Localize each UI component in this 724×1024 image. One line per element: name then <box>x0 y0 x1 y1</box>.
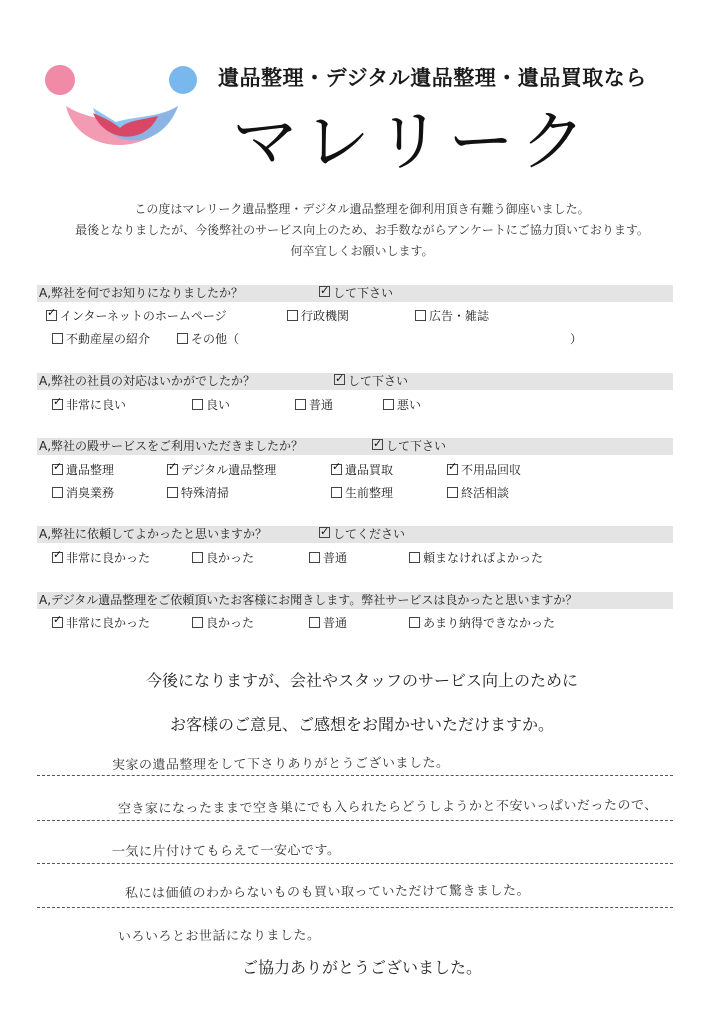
question-1-note <box>319 285 393 302</box>
checkbox-icon[interactable] <box>52 487 63 498</box>
option-label: 非常に良い <box>66 398 127 412</box>
checkbox-icon[interactable] <box>52 617 63 628</box>
checkbox-icon[interactable] <box>52 464 63 475</box>
option-label: 遺品買取 <box>345 463 394 477</box>
option-label: 生前整理 <box>345 486 394 500</box>
feedback-line-2: 空き家になったままで空き巣にでも入られたらどうしようかと不安いっぱいだったので、 <box>117 798 658 817</box>
checkbox-icon[interactable] <box>309 552 320 563</box>
option-q1-other[interactable] <box>177 330 239 347</box>
feedback-line-1: 実家の遺品整理をして下さりありがとうございました。 <box>111 755 450 774</box>
option-label: 普通 <box>323 616 348 630</box>
question-2-text: A,弊社の社員の対応はいかがでしたか？ <box>39 374 256 388</box>
question-5 <box>37 592 673 609</box>
question-3-text: A,弊社の殿サービスをご利用いただきましたか？ <box>39 439 304 453</box>
option-q3-pre-death[interactable] <box>331 484 393 501</box>
feedback-prompt-2: お客様のご意見、ご感想をお聞かせいただけますか。 <box>169 715 554 734</box>
option-q3-special-clean[interactable] <box>167 484 229 501</box>
option-q3-junk[interactable] <box>447 461 521 478</box>
option-q4-normal[interactable] <box>309 549 347 566</box>
option-label: その他（ <box>191 332 240 346</box>
dotted-line <box>37 820 673 821</box>
option-q3-end-of-life[interactable] <box>447 484 509 501</box>
question-1-note-text: して下さい <box>333 286 394 300</box>
option-label: 不動産屋の紹介 <box>66 332 151 346</box>
checkbox-icon[interactable] <box>287 310 298 321</box>
option-label: 特殊清掃 <box>181 486 230 500</box>
tagline: 遺品整理・デジタル遺品整理・遺品買取なら <box>218 66 647 90</box>
option-q5-unsatisfied[interactable] <box>409 614 555 631</box>
question-1-text: A,弊社を何でお知りになりましたか？ <box>39 286 244 300</box>
option-label: 行政機関 <box>301 309 350 323</box>
intro-line-2: 最後となりましたが、今後弊社のサービス向上のため、お手数ながらアンケートにご協力頂いております。 <box>75 223 649 237</box>
option-label: 終活相談 <box>461 486 510 500</box>
feedback-line-4: 私には価値のわからないものも買い取っていただけて驚きました。 <box>124 883 531 902</box>
question-5-text: A,デジタル遺品整理をご依頼頂いたお客様にお聞きします。弊社サービスは良かったと思いますか？ <box>39 593 578 607</box>
option-q4-regret[interactable] <box>409 549 543 566</box>
option-label: 良かった <box>206 551 255 565</box>
check-icon <box>319 527 330 538</box>
option-q2-bad[interactable] <box>383 396 421 413</box>
brand-name: マレリーク <box>232 103 592 180</box>
checkbox-icon[interactable] <box>192 552 203 563</box>
other-close-paren: ） <box>570 332 583 346</box>
check-icon <box>334 374 345 385</box>
checkbox-icon[interactable] <box>447 464 458 475</box>
feedback-line-5: いろいろとお世話になりました。 <box>117 928 321 945</box>
logo-mark <box>38 58 198 168</box>
option-q5-normal[interactable] <box>309 614 347 631</box>
option-q3-deodorize[interactable] <box>52 484 114 501</box>
option-q1-realestate[interactable] <box>52 330 150 347</box>
question-3 <box>37 438 673 455</box>
option-q1-government[interactable] <box>287 307 349 324</box>
intro-line-1: この度はマレリーク遺品整理・デジタル遺品整理を御利用頂き有難う御座いました。 <box>134 202 590 216</box>
checkbox-icon[interactable] <box>52 333 63 344</box>
option-q5-good[interactable] <box>192 614 254 631</box>
check-icon <box>372 439 383 450</box>
checkbox-icon[interactable] <box>167 487 178 498</box>
checkbox-icon[interactable] <box>415 310 426 321</box>
intro-line-3: 何卒宜しくお願いします。 <box>290 244 434 258</box>
checkbox-icon[interactable] <box>447 487 458 498</box>
option-label: 普通 <box>309 398 334 412</box>
dotted-line <box>37 775 673 776</box>
checkbox-icon[interactable] <box>192 399 203 410</box>
option-label: 広告・雑誌 <box>429 309 490 323</box>
checkbox-icon[interactable] <box>409 552 420 563</box>
option-q3-estate-cleanup[interactable] <box>52 461 114 478</box>
feedback-line-3: 一気に片付けてもらえて一安心です。 <box>111 843 341 860</box>
option-label: 良い <box>206 398 231 412</box>
question-2-note-text: して下さい <box>348 374 409 388</box>
checkbox-icon[interactable] <box>331 464 342 475</box>
checkbox-icon[interactable] <box>383 399 394 410</box>
option-label: あまり納得できなかった <box>423 616 556 630</box>
question-2 <box>37 373 673 390</box>
option-q5-very-good[interactable] <box>52 614 150 631</box>
option-q3-digital[interactable] <box>167 461 276 478</box>
checkbox-icon[interactable] <box>409 617 420 628</box>
checkbox-icon[interactable] <box>46 310 57 321</box>
feedback-prompt-1: 今後になりますが、会社やスタッフのサービス向上のために <box>145 671 578 690</box>
option-label: 非常に良かった <box>66 616 151 630</box>
option-label: 良かった <box>206 616 255 630</box>
dotted-line <box>37 907 673 908</box>
option-label: 頼まなければよかった <box>423 551 544 565</box>
option-q3-buyback[interactable] <box>331 461 393 478</box>
option-q4-very-good[interactable] <box>52 549 150 566</box>
option-label: インターネットのホームページ <box>60 309 227 323</box>
question-2-note <box>334 373 408 390</box>
checkbox-icon[interactable] <box>309 617 320 628</box>
option-label: 普通 <box>323 551 348 565</box>
checkbox-icon[interactable] <box>177 333 188 344</box>
option-q1-ads[interactable] <box>415 307 489 324</box>
option-label: 遺品整理 <box>66 463 115 477</box>
question-1 <box>37 285 673 302</box>
checkbox-icon[interactable] <box>295 399 306 410</box>
question-3-note-text: して下さい <box>386 439 447 453</box>
checkbox-icon[interactable] <box>52 399 63 410</box>
checkbox-icon[interactable] <box>192 617 203 628</box>
check-icon <box>319 286 330 297</box>
question-4-note <box>319 526 405 543</box>
option-label: 非常に良かった <box>66 551 151 565</box>
checkbox-icon[interactable] <box>331 487 342 498</box>
checkbox-icon[interactable] <box>167 464 178 475</box>
option-label: デジタル遺品整理 <box>181 463 277 477</box>
option-q2-good[interactable] <box>192 396 230 413</box>
closing-message: ご協力ありがとうございました。 <box>241 958 482 977</box>
option-label: 悪い <box>397 398 422 412</box>
option-label: 不用品回収 <box>461 463 522 477</box>
option-q4-good[interactable] <box>192 549 254 566</box>
question-4 <box>37 526 673 543</box>
option-q2-very-good[interactable] <box>52 396 126 413</box>
dotted-line <box>37 863 673 864</box>
question-4-text: A,弊社に依頼してよかったと思いますか？ <box>39 527 268 541</box>
option-q2-normal[interactable] <box>295 396 333 413</box>
option-label: 消臭業務 <box>66 486 115 500</box>
question-3-note <box>372 438 446 455</box>
question-4-note-text: してください <box>333 527 406 541</box>
checkbox-icon[interactable] <box>52 552 63 563</box>
option-q1-homepage[interactable] <box>46 307 227 324</box>
